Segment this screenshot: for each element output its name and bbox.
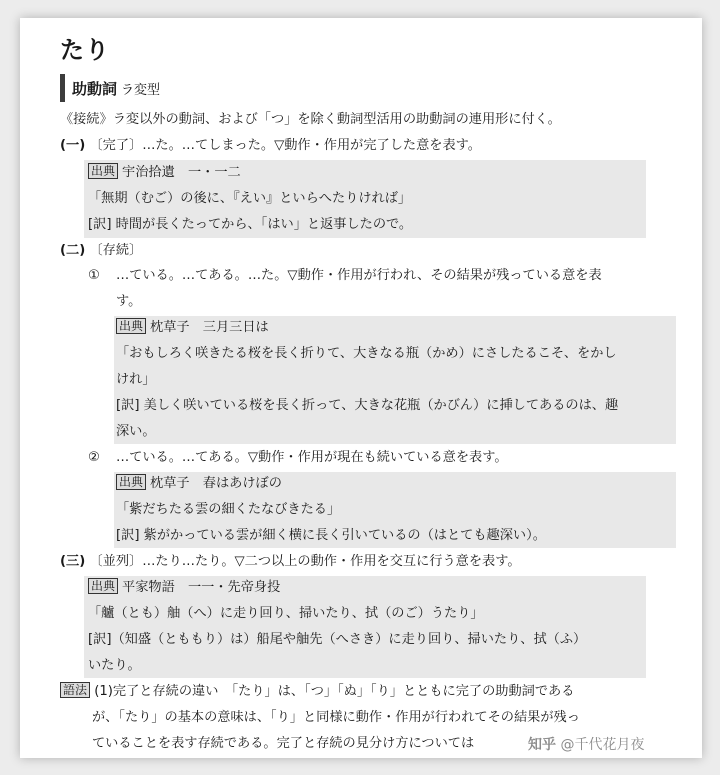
zhihu-icon: 知乎 [528, 737, 556, 753]
dictionary-page [20, 18, 702, 758]
source-tag: 出典 [116, 318, 146, 334]
example-1-quote: 「無期（むご）の後に、『えい』といらへたりければ」 [88, 191, 412, 206]
example-4-source-line [88, 578, 280, 598]
sense-3-text: 〔並列〕…たり…たり。▽二つ以上の動作・作用を交互に行う意を表す。 [89, 554, 521, 569]
example-4-translation-line2: いたり。 [88, 658, 141, 673]
usage-text-line3: ていることを表す存続である。完了と存続の見分け方については [92, 736, 475, 751]
example-1-translation: [訳] 時間が長くたってから、「はい」と返事したので。 [88, 217, 413, 232]
example-3-quote: 「紫だちたる雲の細くたなびきたる」 [116, 502, 341, 517]
sense-2-1-marker: ① [88, 268, 100, 283]
sense-2-text: 〔存続〕 [89, 243, 143, 258]
source-tag: 出典 [88, 163, 118, 179]
sense-3 [60, 552, 521, 572]
watermark [528, 734, 644, 754]
sense-2-1-text-line2: す。 [116, 294, 142, 309]
section-bar [60, 74, 65, 102]
example-2-source: 枕草子 三月三日は [150, 320, 269, 335]
example-4-translation-line1: [訳]（知盛（とももり）は）船尾や舳先（へさき）に走り回り、掃いたり、拭（ふ） [88, 632, 587, 647]
example-2-translation-line2: 深い。 [116, 424, 156, 439]
sense-2-1-text-line1: …ている。…てある。…た。▽動作・作用が行われ、その結果が残っている意を表 [116, 268, 602, 283]
example-4-source: 平家物語 一一・先帝身投 [122, 580, 281, 595]
connection-text: 《接続》ラ変以外の動詞、および「つ」を除く動詞型活用の助動詞の連用形に付く。 [60, 112, 561, 127]
sense-3-number: (三) [60, 554, 86, 569]
example-2-quote-line2: けれ」 [116, 372, 156, 387]
example-1-source-line [88, 163, 241, 183]
conjugation-type: ラ変型 [121, 83, 161, 98]
example-2-translation-line1: [訳] 美しく咲いている桜を長く折って、大きな花瓶（かびん）に挿してあるのは、趣 [116, 398, 619, 413]
sense-2-2-text: …ている。…てある。▽動作・作用が現在も続いている意を表す。 [116, 450, 508, 465]
sense-1 [60, 136, 481, 156]
example-3-source: 枕草子 春はあけぼの [150, 476, 282, 491]
sense-1-text: 〔完了〕…た。…てしまった。▽動作・作用が完了した意を表す。 [89, 138, 481, 153]
entry-title: たり [60, 36, 110, 64]
source-tag: 出典 [116, 474, 146, 490]
example-2-quote-line1: 「おもしろく咲きたる桜を長く折りて、大きなる瓶（かめ）にさしたるこそ、をかし [116, 346, 617, 361]
example-2-source-line [116, 318, 269, 338]
watermark-text: @千代花月夜 [560, 737, 645, 753]
example-1-source: 宇治拾遺 一・一二 [122, 165, 241, 180]
usage-tag: 語法 [60, 682, 90, 698]
usage-text-line2: が、「たり」の基本の意味は、「り」と同様に動作・作用が行われてその結果が残っ [92, 710, 580, 725]
usage-text-line1: (1)完了と存続の違い 「たり」は、「つ」「ぬ」「り」とともに完了の助動詞である [94, 684, 575, 699]
example-3-translation: [訳] 紫がかっている雲が細く横に長く引いているの（はとても趣深い）。 [116, 528, 546, 543]
sense-2-2-marker: ② [88, 450, 100, 465]
usage-note-line1 [60, 682, 574, 702]
source-tag: 出典 [88, 578, 118, 594]
example-4-quote: 「艫（とも）舳（へ）に走り回り、掃いたり、拭（のご）うたり」 [88, 606, 484, 621]
sense-2 [60, 241, 142, 261]
part-of-speech: 助動詞 [72, 80, 118, 98]
example-3-source-line [116, 474, 282, 494]
sense-1-number: (一) [60, 138, 86, 153]
sense-2-number: (二) [60, 243, 86, 258]
section-heading [72, 78, 160, 99]
